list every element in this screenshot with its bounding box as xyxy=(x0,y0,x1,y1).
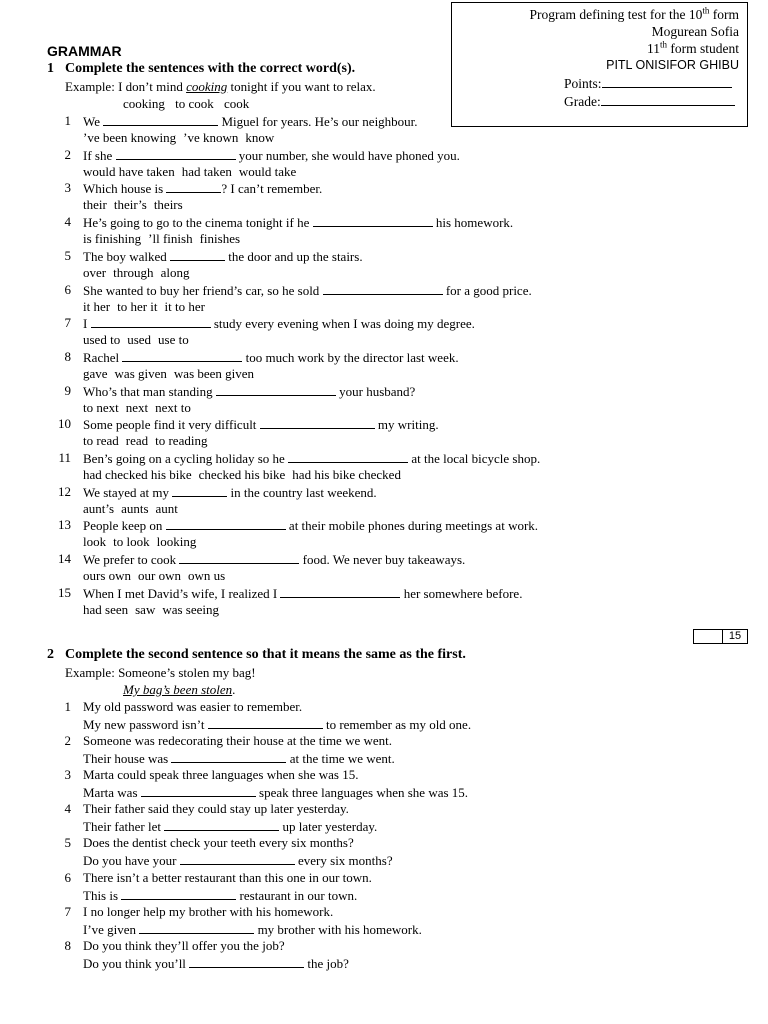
second-sentence xyxy=(83,852,393,869)
second-sentence xyxy=(83,818,377,835)
sentence-start: I xyxy=(83,316,91,332)
sentence-start: We stayed at my xyxy=(83,484,173,500)
points-field xyxy=(564,75,732,92)
answer-option[interactable]: ’ve known xyxy=(183,130,239,145)
answer-options xyxy=(83,299,212,315)
sentence-end: your number, she would have phoned you. xyxy=(235,147,460,163)
sentence-start: She wanted to buy her friend’s car, so he sold xyxy=(83,282,323,298)
grammar-heading: GRAMMAR xyxy=(47,43,122,59)
answer-blank[interactable] xyxy=(208,716,323,729)
answer-blank[interactable] xyxy=(116,147,236,160)
sentence-start: Some people find it very difficult xyxy=(83,417,260,433)
question-sentence xyxy=(83,180,322,197)
answer-option[interactable]: ours own xyxy=(83,568,132,584)
answer-option[interactable]: had seen xyxy=(83,601,129,617)
sentence-start: This is xyxy=(83,887,122,903)
sentence-start: If she xyxy=(83,147,116,163)
question-sentence xyxy=(83,113,418,130)
answer-blank[interactable] xyxy=(139,921,254,934)
question-number: 6 xyxy=(64,869,71,885)
section2-number: 2 xyxy=(47,647,54,662)
sentence-start: Their father let xyxy=(83,819,165,835)
question-sentence xyxy=(83,214,513,231)
score-entry-cell[interactable] xyxy=(694,630,723,643)
section1-example xyxy=(65,79,376,95)
question-number: 4 xyxy=(64,801,71,817)
section1-score-box xyxy=(693,629,748,644)
sentence-start: Ben’s going on a cycling holiday so he xyxy=(83,451,289,466)
answer-options xyxy=(83,366,261,382)
sentence-end: study every evening when I was doing my degree. xyxy=(210,316,475,332)
question-number: 5 xyxy=(64,247,71,263)
second-sentence xyxy=(83,750,395,767)
answer-option[interactable]: over xyxy=(83,264,107,280)
sentence-start: When I met David’s wife, I realized I xyxy=(83,585,281,601)
sentence-start: Rachel xyxy=(83,349,123,365)
question-number: 12 xyxy=(58,483,71,499)
sentence-end: speak three languages when she was 15. xyxy=(255,785,469,801)
answer-option[interactable]: ’ve been knowing xyxy=(83,130,177,145)
answer-blank[interactable] xyxy=(170,248,225,261)
answer-option[interactable]: would take xyxy=(238,163,297,179)
second-sentence xyxy=(83,716,471,733)
sentence-start: I’ve given xyxy=(83,921,140,937)
section2-example: Example: Someone’s stolen my bag! xyxy=(65,665,256,680)
answer-option[interactable]: ’ll finish xyxy=(148,231,193,247)
second-sentence xyxy=(83,887,357,904)
question-sentence xyxy=(83,450,540,467)
sentence-start: We prefer to cook xyxy=(83,552,180,568)
answer-option[interactable]: used to xyxy=(83,332,121,348)
answer-option[interactable]: know xyxy=(245,130,275,145)
question-number: 10 xyxy=(58,416,71,432)
answer-options xyxy=(83,534,203,550)
second-sentence xyxy=(83,784,468,801)
sentence-end: up later yesterday. xyxy=(279,819,378,835)
question-sentence xyxy=(83,282,532,299)
question-number: 6 xyxy=(64,281,71,297)
sentence-start: People keep on xyxy=(83,518,166,534)
answer-option[interactable]: to look xyxy=(113,534,150,550)
section2-example-answer: My bag’s been stolen xyxy=(123,682,233,697)
sentence-start: The boy walked xyxy=(83,248,171,264)
grade-blank[interactable] xyxy=(601,93,735,106)
answer-option[interactable]: finishes xyxy=(199,231,241,247)
answer-option[interactable]: to her it xyxy=(117,298,158,314)
answer-options xyxy=(83,265,196,281)
answer-blank[interactable] xyxy=(172,484,227,497)
answer-option[interactable]: had his bike checked xyxy=(292,467,401,482)
question-sentence xyxy=(83,585,522,602)
first-sentence: Do you think they’ll offer you the job? xyxy=(83,937,285,953)
answer-blank[interactable] xyxy=(166,180,221,193)
answer-blank[interactable] xyxy=(180,852,295,865)
answer-blank[interactable] xyxy=(216,383,336,396)
sentence-end: the door and up the stairs. xyxy=(225,248,363,264)
test-title-text: Program defining test for the 10 xyxy=(529,7,703,22)
question-number: 7 xyxy=(64,903,71,919)
sentence-end: every six months? xyxy=(294,853,393,869)
answer-option[interactable]: was given xyxy=(114,365,167,381)
answer-option[interactable]: use to xyxy=(158,332,189,348)
answer-option[interactable]: along xyxy=(160,264,190,280)
first-sentence: Someone was redecorating their house at the time we went. xyxy=(83,733,393,749)
answer-options xyxy=(83,568,232,584)
question-sentence xyxy=(83,551,465,568)
question-number: 8 xyxy=(64,937,71,953)
answer-option[interactable]: would have taken xyxy=(83,163,175,179)
answer-option[interactable]: to read xyxy=(83,433,119,449)
question-number: 9 xyxy=(64,382,71,398)
student-name: Mogurean Sofia xyxy=(651,24,739,39)
question-sentence xyxy=(83,248,363,265)
student-form-num: 11 xyxy=(646,41,660,56)
sentence-start: Who’s that man standing xyxy=(83,383,216,399)
sentence-start: Do you think you’ll xyxy=(83,955,190,971)
example-answer: cooking xyxy=(186,79,228,94)
first-sentence: My old password was easier to remember. xyxy=(83,699,303,714)
sentence-start: He’s going to go to the cinema tonight if he xyxy=(83,215,313,231)
answer-blank[interactable] xyxy=(164,818,279,831)
answer-blank[interactable] xyxy=(189,955,304,968)
sentence-end: too much work by the director last week. xyxy=(242,349,459,365)
sentence-end: food. We never buy takeaways. xyxy=(299,552,466,568)
answer-option[interactable]: aunts xyxy=(121,500,149,516)
answer-option[interactable]: theirs xyxy=(153,197,183,213)
sentence-end: in the country last weekend. xyxy=(227,484,377,500)
question-sentence xyxy=(83,517,538,534)
answer-options xyxy=(83,501,185,517)
answer-option[interactable]: looking xyxy=(156,534,197,550)
example-text-start: Example: I don’t mind xyxy=(65,79,187,94)
student-info-box xyxy=(451,2,748,127)
question-number: 2 xyxy=(64,733,71,749)
answer-blank[interactable] xyxy=(260,416,375,429)
answer-option[interactable]: to next xyxy=(83,399,119,415)
example-option: cooking xyxy=(123,96,165,111)
answer-blank[interactable] xyxy=(171,750,286,763)
second-sentence xyxy=(83,921,422,938)
school-name: PITL ONISIFOR GHIBU xyxy=(606,58,739,72)
answer-option[interactable]: own us xyxy=(188,568,226,584)
question-number: 2 xyxy=(64,146,71,162)
sentence-end: your husband? xyxy=(335,383,416,399)
sentence-end: to remember as my old one. xyxy=(322,717,472,732)
question-number: 4 xyxy=(64,214,71,230)
question-number: 8 xyxy=(64,348,71,364)
question-sentence xyxy=(83,416,439,433)
answer-options xyxy=(83,197,190,213)
section1-number: 1 xyxy=(47,61,54,76)
sentence-start: Marta was xyxy=(83,785,141,801)
section1-title: Complete the sentences with the correct word(s). xyxy=(65,61,356,76)
answer-option[interactable]: gave xyxy=(83,365,108,381)
answer-option[interactable]: their xyxy=(83,197,107,213)
question-number: 1 xyxy=(64,699,71,714)
sentence-end: her somewhere before. xyxy=(400,585,523,601)
sentence-end: at the local bicycle shop. xyxy=(408,451,541,466)
answer-options xyxy=(83,332,196,348)
answer-option[interactable]: is finishing xyxy=(83,231,142,247)
question-number: 7 xyxy=(64,315,71,331)
answer-option[interactable]: next to xyxy=(155,399,191,415)
section2-example-answer-line xyxy=(123,682,235,698)
answer-option[interactable]: checked his bike xyxy=(198,467,286,482)
answer-option[interactable]: was seeing xyxy=(162,601,220,617)
sentence-end: for a good price. xyxy=(442,282,532,298)
student-form-sup: th xyxy=(659,39,667,50)
answer-blank[interactable] xyxy=(91,315,211,328)
section1-max-score: 15 xyxy=(728,630,742,642)
answer-options xyxy=(83,164,303,180)
test-title-end: form xyxy=(709,7,739,22)
answer-option[interactable]: their’s xyxy=(113,197,147,213)
answer-options xyxy=(83,400,198,416)
answer-blank[interactable] xyxy=(288,450,408,463)
sentence-end: the job? xyxy=(304,955,349,971)
answer-options xyxy=(83,602,226,618)
question-sentence xyxy=(83,383,415,400)
grade-field xyxy=(564,93,735,110)
sentence-end: at the time we went. xyxy=(286,751,395,767)
example-text-end: tonight if you want to relax. xyxy=(227,79,376,94)
answer-option[interactable]: had checked his bike xyxy=(83,467,192,482)
answer-blank[interactable] xyxy=(166,517,286,530)
first-sentence: Marta could speak three languages when she was 15. xyxy=(83,767,359,783)
answer-option[interactable]: saw xyxy=(135,601,156,617)
answer-option[interactable]: aunt’s xyxy=(83,500,115,516)
answer-blank[interactable] xyxy=(122,349,242,362)
section2-example-end: . xyxy=(232,682,236,697)
section1-example-options xyxy=(123,96,256,112)
sentence-start: Which house is xyxy=(83,181,167,197)
answer-options xyxy=(83,467,408,483)
second-sentence xyxy=(83,955,349,972)
answer-blank[interactable] xyxy=(141,784,256,797)
first-sentence: Does the dentist check your teeth every six months? xyxy=(83,835,354,851)
answer-option[interactable]: used xyxy=(127,332,152,348)
sentence-start: We xyxy=(83,114,104,129)
question-number: 5 xyxy=(64,835,71,851)
test-title-sup: th xyxy=(702,5,710,16)
answer-option[interactable]: had taken xyxy=(181,163,232,179)
answer-blank[interactable] xyxy=(323,282,443,295)
answer-option[interactable]: was been given xyxy=(173,365,255,381)
question-sentence xyxy=(83,349,459,366)
first-sentence: I no longer help my brother with his homework. xyxy=(83,903,334,919)
sentence-end: at their mobile phones during meetings at work. xyxy=(285,518,539,534)
sentence-end: ? I can’t remember. xyxy=(221,181,323,197)
question-number: 13 xyxy=(58,517,71,533)
answer-options xyxy=(83,130,281,146)
sentence-end: my writing. xyxy=(374,417,439,433)
answer-blank[interactable] xyxy=(179,551,299,564)
answer-options xyxy=(83,231,247,247)
question-number: 3 xyxy=(64,767,71,783)
question-number: 11 xyxy=(58,450,71,465)
sentence-start: My new password isn’t xyxy=(83,717,208,732)
question-number: 14 xyxy=(58,551,71,567)
sentence-end: restaurant in our town. xyxy=(236,887,358,903)
answer-blank[interactable] xyxy=(103,113,218,126)
answer-blank[interactable] xyxy=(313,214,433,227)
answer-option[interactable]: it to her xyxy=(164,298,205,314)
sentence-start: Do you have your xyxy=(83,853,180,869)
answer-option[interactable]: to reading xyxy=(155,433,208,449)
answer-option[interactable]: next xyxy=(125,399,149,415)
points-label: Points: xyxy=(564,76,602,91)
question-number: 15 xyxy=(58,584,71,600)
answer-blank[interactable] xyxy=(121,887,236,900)
answer-option[interactable]: it her xyxy=(83,298,111,314)
answer-blank[interactable] xyxy=(280,585,400,598)
answer-option[interactable]: through xyxy=(113,264,154,280)
question-sentence xyxy=(83,315,475,332)
section2-title: Complete the second sentence so that it means the same as the first. xyxy=(65,647,466,662)
example-option: cook xyxy=(224,96,250,111)
sentence-end: Miguel for years. He’s our neighbour. xyxy=(218,114,418,129)
question-sentence xyxy=(83,147,460,164)
grade-label: Grade: xyxy=(564,94,601,109)
answer-option[interactable]: our own xyxy=(138,568,181,584)
answer-option[interactable]: aunt xyxy=(155,500,178,516)
points-blank[interactable] xyxy=(602,75,732,88)
first-sentence: Their father said they could stay up later yesterday. xyxy=(83,801,349,817)
question-number: 3 xyxy=(64,180,71,196)
student-form-text: form student xyxy=(667,41,739,56)
answer-options xyxy=(83,433,214,449)
question-number: 1 xyxy=(64,113,71,128)
sentence-end: my brother with his homework. xyxy=(254,921,422,937)
answer-option[interactable]: look xyxy=(83,534,107,550)
sentence-end: his homework. xyxy=(432,215,514,231)
student-form-line xyxy=(647,41,739,57)
sentence-start: Their house was xyxy=(83,751,172,767)
example-option: to cook xyxy=(175,96,214,111)
question-sentence xyxy=(83,484,377,501)
answer-option[interactable]: read xyxy=(125,433,149,449)
first-sentence: There isn’t a better restaurant than this one in our town. xyxy=(83,869,372,885)
test-title-line xyxy=(530,7,739,23)
